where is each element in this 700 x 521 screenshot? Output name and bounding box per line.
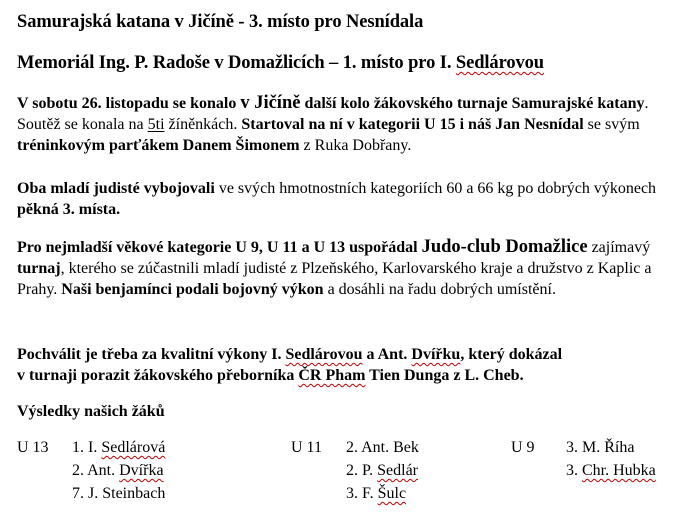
p2-text-1: Oba mladí judisté vybojovali [17,180,215,197]
category-label: U 13 [17,439,49,456]
p1-text-9: tréninkovým parťákem Danem Šimonem [17,137,300,154]
p4-l2-b: ČR Pham [298,367,366,384]
headline-domazlice-text: Memoriál Ing. P. Radoše v Domažlicích – 1. místo pro I. [17,53,456,73]
result-entry [346,459,419,482]
p3-text-7: a dosáhli na řadu dobrých umístění. [323,281,556,298]
headline-domazlice [17,53,544,74]
p1-text-8: se svým [583,116,640,133]
result-name: Sedlárová [101,439,166,456]
p2-text-2: ve svých hmotnostních kategoriích 60 a 66 kg po dobrých výkonech [214,180,657,197]
result-entry [566,436,656,459]
p1-text-10: z Ruka Dobřany. [299,137,412,154]
result-entry [72,436,165,459]
result-name: Chr. Hubka [582,462,656,479]
paragraph-jicin-tournament [17,93,692,156]
paragraph-praise [17,344,692,386]
p4-l1-d: Dvířku [411,346,461,363]
result-rank: 3. [566,462,582,479]
result-rank: 7. J. [72,485,103,502]
p4-line-1 [17,344,692,365]
result-name: Dvířka [119,462,164,479]
result-entry [72,459,165,482]
results-list-u9 [566,436,656,482]
result-entry [72,482,165,505]
result-name: Šulc [377,485,407,502]
p4-l2-a: v turnaji porazit žákovského přeborníka [17,367,299,384]
result-entry [346,436,419,459]
p4-l1-b: Sedlárovou [285,346,363,363]
p1-text-4: . Soutěž se konala na [17,95,649,133]
result-name: Steinbach [102,485,166,502]
result-rank: 2. Ant. [72,462,120,479]
result-rank: 3. M. [566,439,605,456]
paragraph-domazlice-tournament [17,237,692,300]
result-name: Říha [604,439,635,456]
category-label: U 9 [511,439,535,456]
results-category-u9 [511,436,535,459]
headline-domazlice-name: Sedlárovou [455,53,544,73]
p4-l2-c: Tien Dunga z L. Cheb. [365,367,524,384]
p3-text-1: Pro nejmladší věkové kategorie U 9, U 11 a U 13 uspořádal [17,239,422,256]
headline-jicin [17,12,423,33]
p4-l1-c: a Ant. [362,346,412,363]
p4-l1-e: , který dokázal [460,346,563,363]
result-entry [346,482,419,505]
p1-text-6: žíněnkách. [164,116,242,133]
results-list-u11 [346,436,419,505]
category-label: U 11 [291,439,322,456]
results-category-u11 [291,436,322,459]
results-title: Výsledky našich žáků [17,403,165,420]
headline-jicin-text: Samurajská katana v Jičíně - 3. místo pro Nesnídala [17,12,424,32]
p2-text-3: pěkná 3. místa. [17,201,121,218]
p3-text-3: zajímavý [587,239,651,256]
result-rank: 3. F. [346,485,378,502]
p1-text-1: V sobotu 26. listopadu se konalo [17,95,241,112]
p1-text-3: další kolo žákovského turnaje Samurajské katany [300,95,645,112]
p3-text-5: , kterého se zúčastnili mladí judisté z Plzeňského, Karlovarského kraje a družstvo z Kaplic a Prahy. [17,260,652,298]
p3-text-2: Judo-club Domažlice [421,237,588,257]
p1-text-5: 5ti [147,116,165,133]
p1-text-7: Startoval na ní v kategorii U 15 i náš Jan Nesnídal [241,116,584,133]
p4-l1-a: Pochválit je třeba za kvalitní výkony I. [17,346,286,363]
paragraph-results-summary [17,178,692,220]
p3-text-6: Naši benjamínci podali bojovný výkon [61,281,324,298]
p1-text-2: v Jičíně [240,93,301,113]
results-list-u13 [72,436,165,505]
result-rank: 1. I. [72,439,102,456]
p3-text-4: turnaj [17,260,61,277]
result-name: Bek [393,439,419,456]
result-rank: 2. P. [346,462,378,479]
result-entry [566,459,656,482]
result-rank: 2. Ant. [346,439,394,456]
results-category-u13 [17,436,49,459]
result-name: Sedlár [377,462,418,479]
p4-line-2 [17,365,692,386]
